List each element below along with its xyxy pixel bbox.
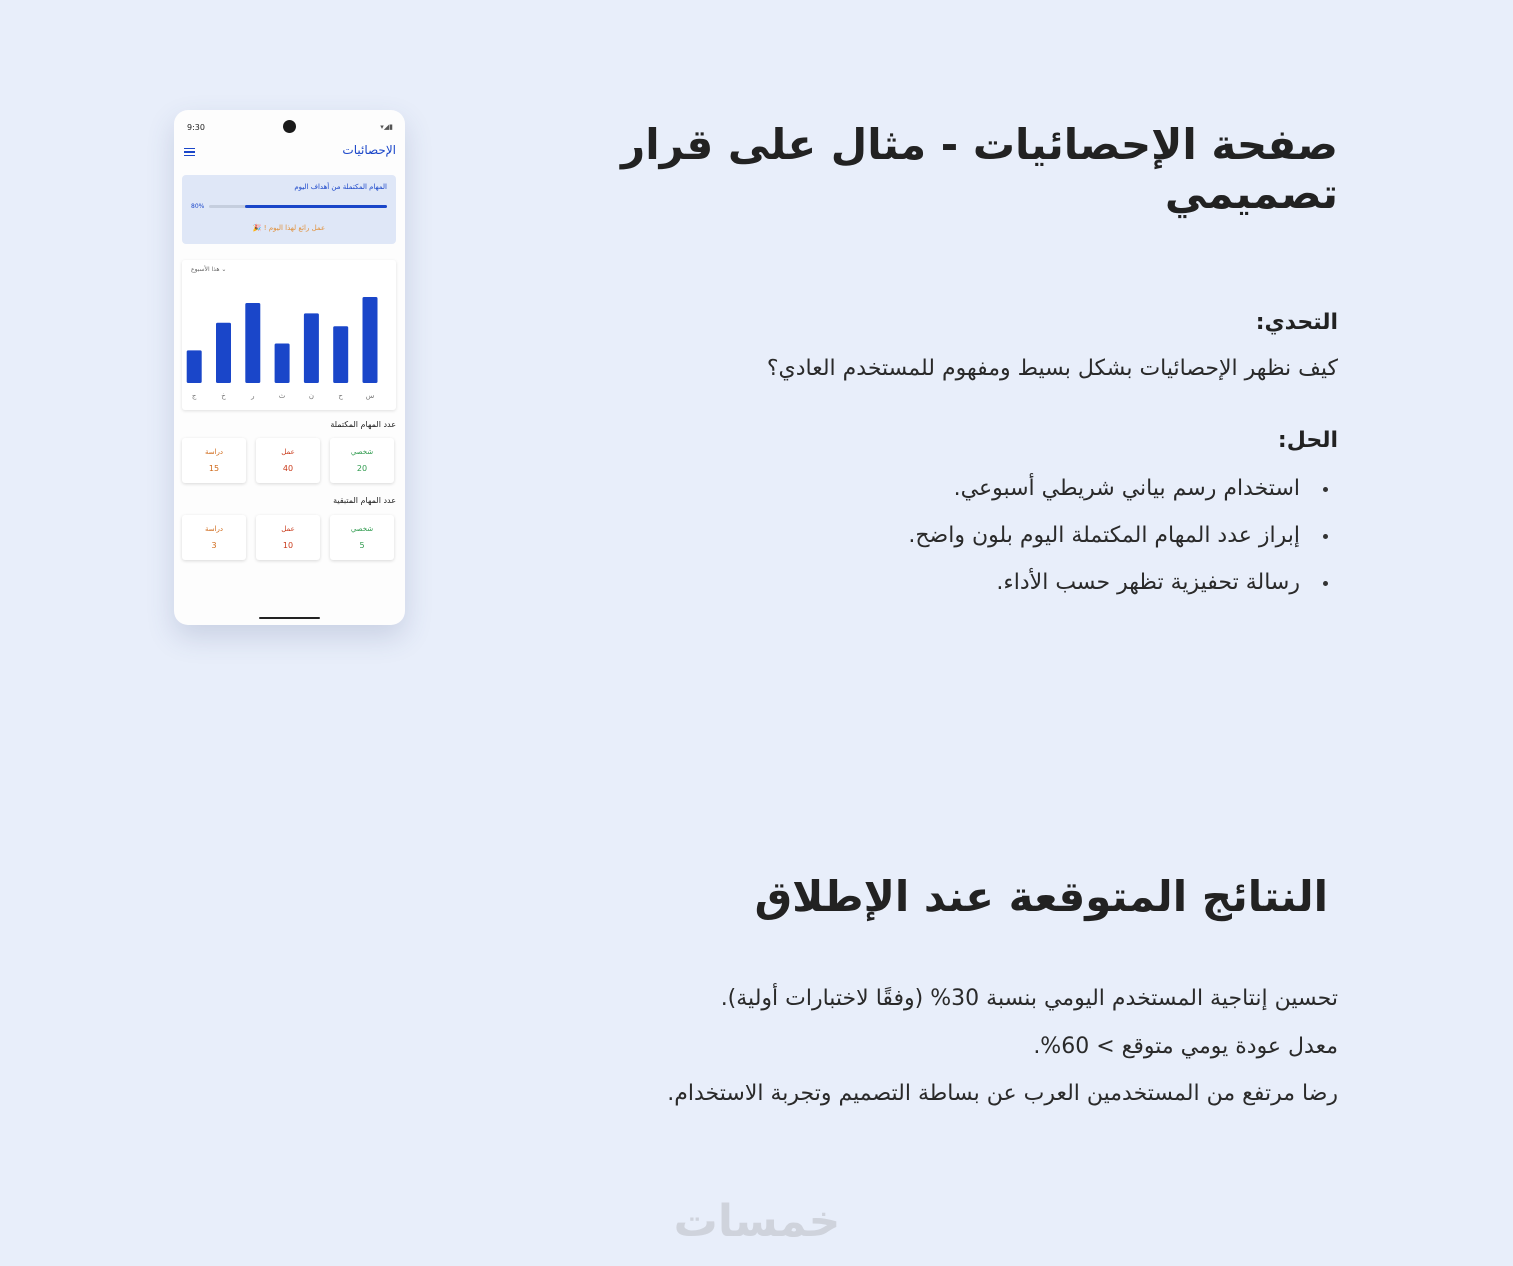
- solution-item: استخدام رسم بياني شريطي أسبوعي.: [638, 474, 1338, 521]
- chart-bar-2: [304, 313, 319, 383]
- remaining-title: عدد المهام المتبقية: [333, 496, 396, 505]
- result-item: تحسين إنتاجية المستخدم اليومي بنسبة 30% (وفقًا لاختبارات أولية).: [720, 986, 1338, 1011]
- app-title: الإحصائيات: [342, 143, 396, 157]
- completed-title: عدد المهام المكتملة: [330, 420, 396, 429]
- bullet-dot: [1323, 534, 1328, 539]
- weekly-chart-card: [182, 260, 396, 410]
- completed-study-card: دراسة 15: [182, 438, 246, 483]
- solution-item: إبراز عدد المهام المكتملة اليوم بلون واضح.: [638, 521, 1338, 568]
- chart-bar-3: [275, 343, 290, 383]
- daily-goal-card: [182, 175, 396, 244]
- status-time: 9:30: [187, 123, 205, 132]
- result-item: رضا مرتفع من المستخدمين العرب عن بساطة التصميم وتجربة الاستخدام.: [667, 1081, 1338, 1106]
- chart-bar-1: [333, 326, 348, 383]
- chart-tick-label: ج: [191, 392, 197, 400]
- goal-message: عمل رائع لهذا اليوم ! 🎉: [252, 224, 326, 232]
- phone-mockup: [174, 110, 405, 625]
- solution-label: الحل:: [1277, 428, 1338, 453]
- chart-tick-label: ر: [251, 392, 255, 400]
- chart-tick-label: ث: [278, 392, 286, 400]
- goal-percent: 80%: [191, 203, 205, 210]
- home-indicator: [259, 617, 320, 619]
- results-heading: النتائج المتوقعة عند الإطلاق: [754, 872, 1328, 921]
- goal-progress-fill: [245, 205, 387, 208]
- completed-personal-card: شخصي 20: [330, 438, 394, 483]
- menu-icon[interactable]: [184, 148, 195, 156]
- chart-bar-6: [187, 350, 202, 383]
- completed-work-card: عمل 40: [256, 438, 320, 483]
- solution-list: [638, 474, 1338, 615]
- chart-bar-4: [245, 303, 260, 383]
- result-item: معدل عودة يومي متوقع > 60%.: [1033, 1034, 1338, 1059]
- bullet-dot: [1323, 581, 1328, 586]
- solution-item: رسالة تحفيزية تظهر حسب الأداء.: [638, 568, 1338, 615]
- chart-bar-5: [216, 323, 231, 383]
- remaining-work-card: عمل 10: [256, 515, 320, 560]
- remaining-study-card: دراسة 3: [182, 515, 246, 560]
- chart-tick-label: س: [365, 392, 375, 400]
- weekly-bar-chart: [182, 260, 396, 410]
- chart-tick-label: خ: [221, 392, 226, 400]
- challenge-label: التحدي:: [1255, 310, 1338, 335]
- chart-tick-label: ح: [338, 392, 343, 400]
- chart-tick-label: ن: [308, 392, 314, 400]
- goal-progress-bar: [209, 205, 387, 208]
- week-selector[interactable]: ⌄ هذا الأسبوع: [191, 266, 227, 273]
- bullet-dot: [1323, 487, 1328, 492]
- chart-bar-0: [363, 297, 378, 383]
- challenge-text: كيف نظهر الإحصائيات بشكل بسيط ومفهوم للمستخدم العادي؟: [766, 356, 1338, 381]
- camera-icon: [283, 120, 296, 133]
- goal-title: المهام المكتملة من أهداف اليوم: [294, 183, 387, 191]
- remaining-personal-card: شخصي 5: [330, 515, 394, 560]
- signal-battery-icon: ▾◢▮: [380, 123, 393, 131]
- page-heading: صفحة الإحصائيات - مثال على قرار تصميمي: [621, 120, 1338, 218]
- brand-logo: خمسات: [673, 1196, 841, 1247]
